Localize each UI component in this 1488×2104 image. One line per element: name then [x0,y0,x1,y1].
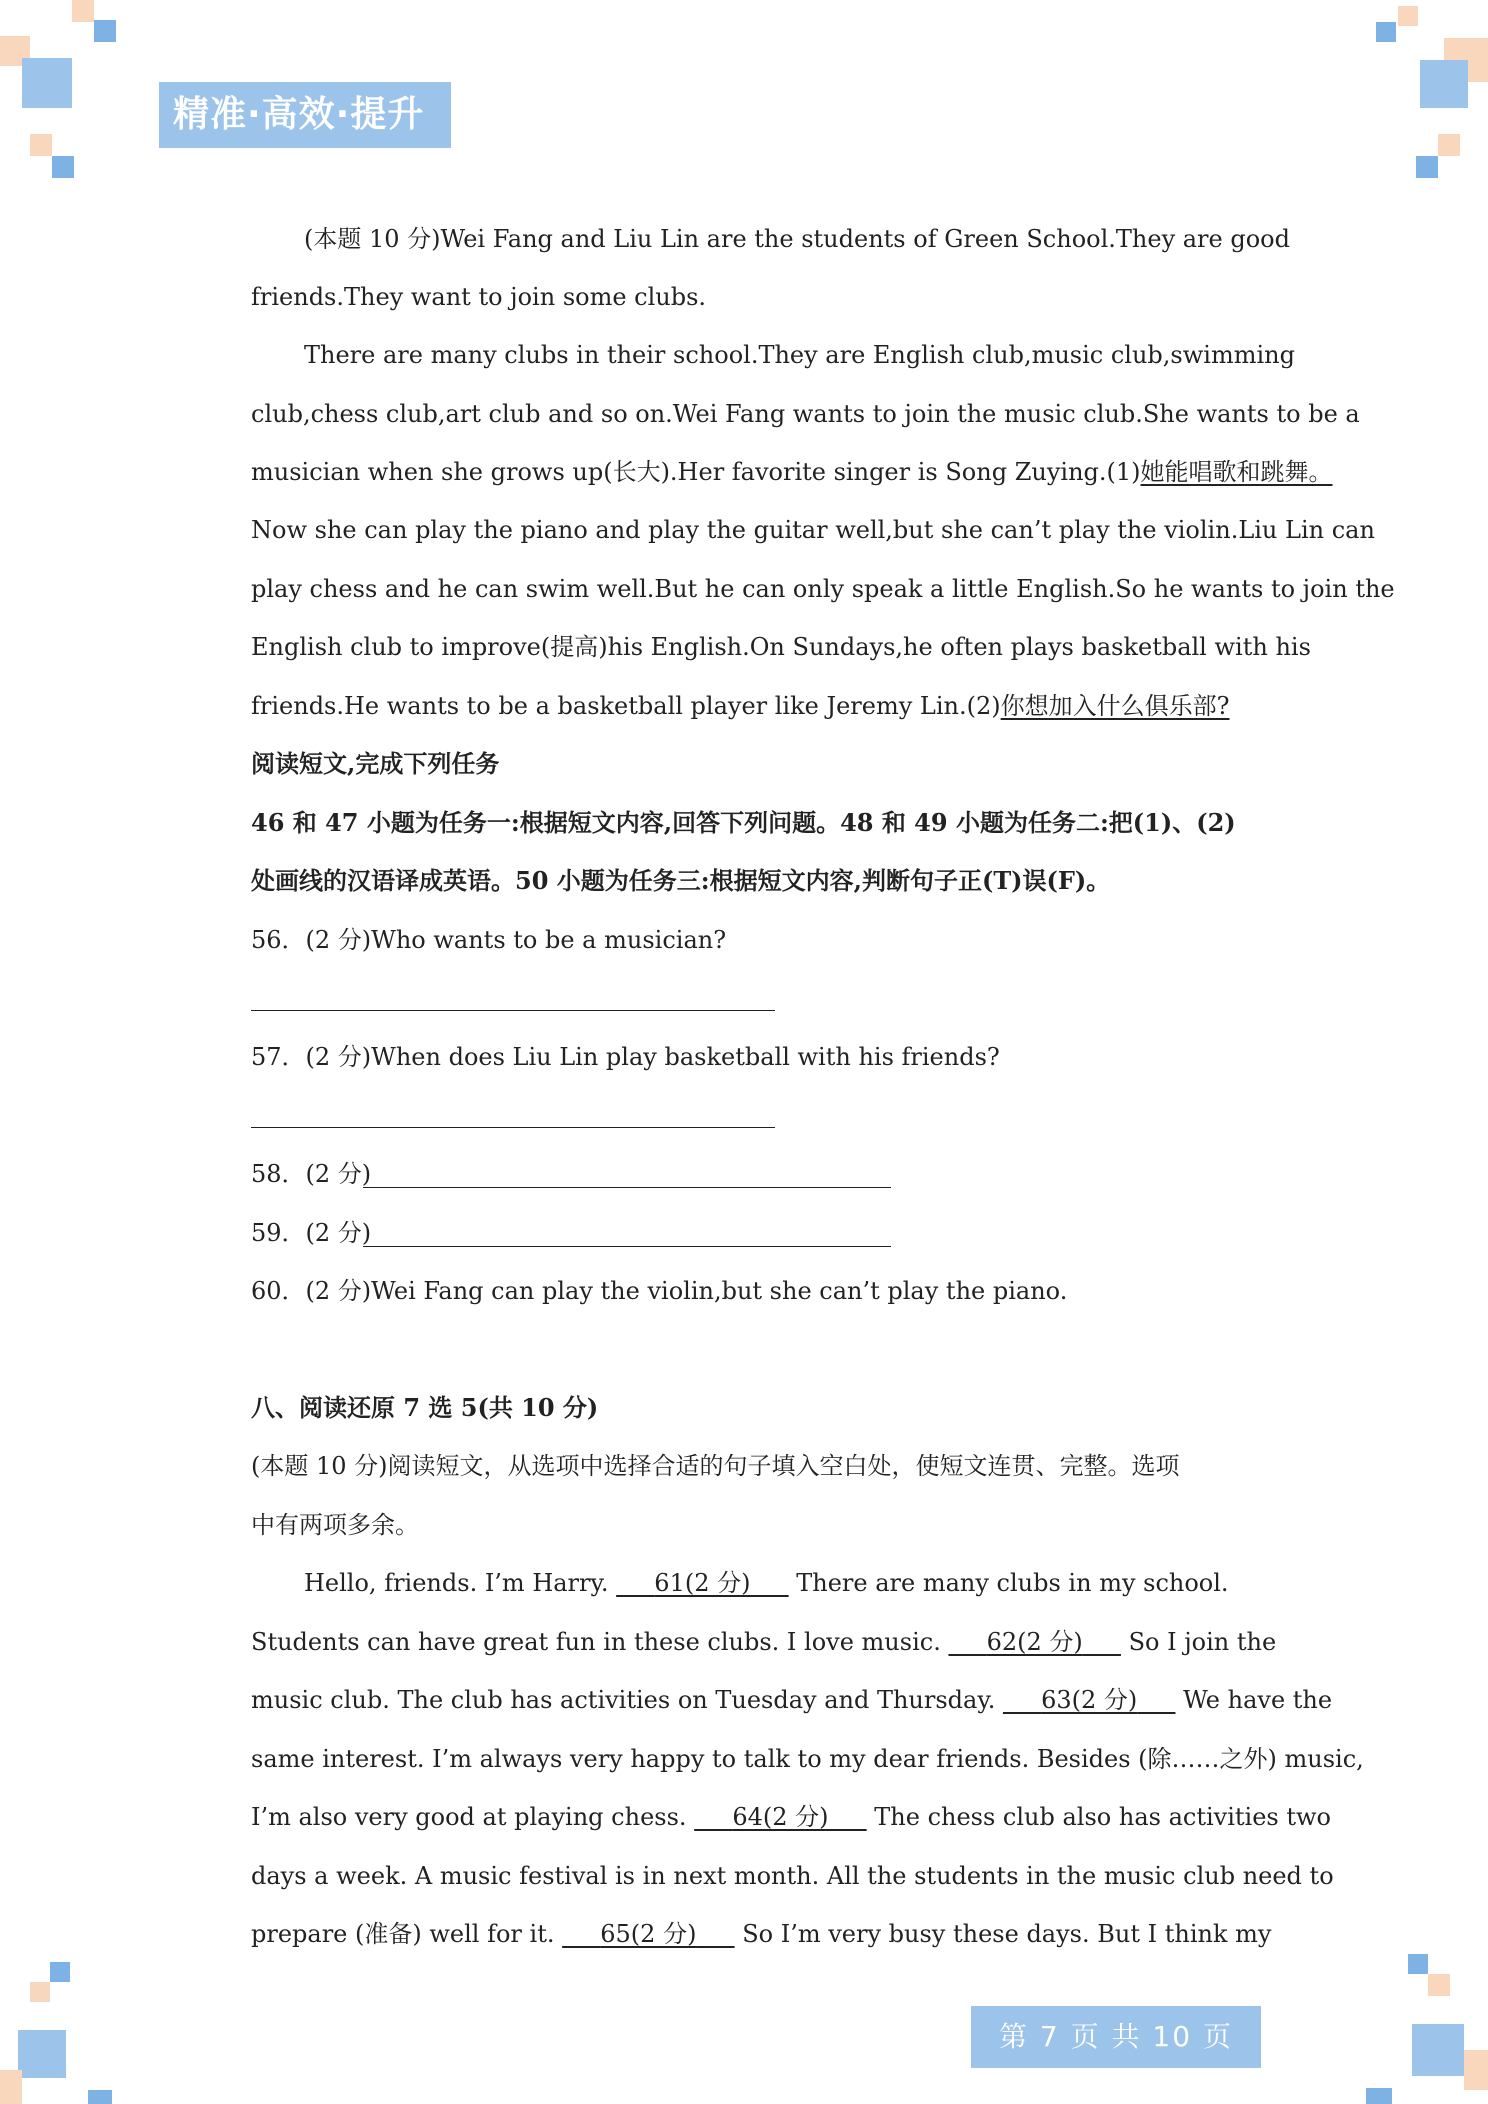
passage-line: friends.They want to join some clubs. [251,283,707,311]
blank-64[interactable] [694,1803,866,1831]
passage-text: musician when she grows up(长大).Her favorite singer is Song Zuying.(1) [251,458,1141,486]
section-heading: 八、阅读还原 7 选 5(共 10 分) [251,1393,599,1422]
question-58: 58．(2 分) [251,1160,372,1188]
underlined-sentence-2: 你想加入什么俱乐部? [1000,692,1230,720]
passage-text: music club. The club has activities on Tuesday and Thursday. [251,1686,1003,1714]
passage-line [251,1685,1332,1715]
blank-label: 61(2 分) [654,1569,751,1597]
instruction-line: 46 和 47 小题为任务一:根据短文内容,回答下列问题。48 和 49 小题为任务二:把(1)、(2) [251,808,1236,837]
answer-line-56[interactable] [251,1010,775,1011]
passage-line [251,1919,1271,1949]
passage-text: We have the [1175,1686,1333,1714]
answer-line-58[interactable] [363,1187,891,1188]
passage-line: club,chess club,art club and so on.Wei Fang wants to join the music club.She wants to be a [251,400,1360,428]
passage-line: days a week. A music festival is in next month. All the students in the music club need to [251,1862,1334,1890]
passage-text: Students can have great fun in these clubs. I love music. [251,1628,949,1656]
passage-line [251,691,1230,721]
passage-line: There are many clubs in their school.They are English club,music club,swimming [304,341,1295,369]
passage-line [304,1568,1229,1598]
page-number-badge: 第 7 页 共 10 页 [971,2006,1261,2068]
passage-line: English club to improve(提高)his English.On Sundays,he often plays basketball with his [251,633,1311,661]
question-56: 56．(2 分)Who wants to be a musician? [251,926,727,954]
passage-line: (本题 10 分)Wei Fang and Liu Lin are the students of Green School.They are good [304,225,1290,253]
underlined-sentence-1: 她能唱歌和跳舞。 [1140,458,1333,486]
section-intro: (本题 10 分)阅读短文，从选项中选择合适的句子填入空白处，使短文连贯、完整。选项 [251,1452,1180,1480]
passage-text: prepare (准备) well for it. [251,1920,563,1948]
blank-62[interactable] [948,1628,1120,1656]
blank-65[interactable] [562,1920,734,1948]
blank-label: 65(2 分) [600,1920,697,1948]
passage-text: The chess club also has activities two [866,1803,1331,1831]
passage-text: So I join the [1120,1628,1277,1656]
instruction-line: 处画线的汉语译成英语。50 小题为任务三:根据短文内容,判断句子正(T)误(F)。 [251,866,1111,895]
passage-text: So I’m very busy these days. But I think my [734,1920,1272,1948]
passage-text: Hello, friends. I’m Harry. [304,1569,617,1597]
passage-line [251,1802,1331,1832]
blank-63[interactable] [1003,1686,1175,1714]
passage-line [251,1627,1276,1657]
blank-label: 63(2 分) [1041,1686,1138,1714]
blank-label: 62(2 分) [986,1628,1083,1656]
passage-line: Now she can play the piano and play the guitar well,but she can’t play the violin.Liu Lin can [251,516,1375,544]
passage-line: play chess and he can swim well.But he can only speak a little English.So he wants to join the [251,575,1395,603]
passage-line: same interest. I’m always very happy to talk to my dear friends. Besides (除……之外) music, [251,1745,1364,1773]
blank-label: 64(2 分) [732,1803,829,1831]
header-banner: 精准·高效·提升 [159,82,451,148]
passage-line [251,457,1333,487]
passage-text: There are many clubs in my school. [788,1569,1229,1597]
section-intro: 中有两项多余。 [251,1511,419,1539]
question-59: 59．(2 分) [251,1219,372,1247]
instruction-title: 阅读短文,完成下列任务 [251,749,500,778]
blank-61[interactable] [616,1569,788,1597]
question-57: 57．(2 分)When does Liu Lin play basketball with his friends? [251,1043,1000,1071]
question-60: 60．(2 分)Wei Fang can play the violin,but she can’t play the piano. [251,1277,1068,1305]
answer-line-57[interactable] [251,1127,775,1128]
passage-text: friends.He wants to be a basketball player like Jeremy Lin.(2) [251,692,1001,720]
passage-text: I’m also very good at playing chess. [251,1803,695,1831]
answer-line-59[interactable] [363,1246,891,1247]
